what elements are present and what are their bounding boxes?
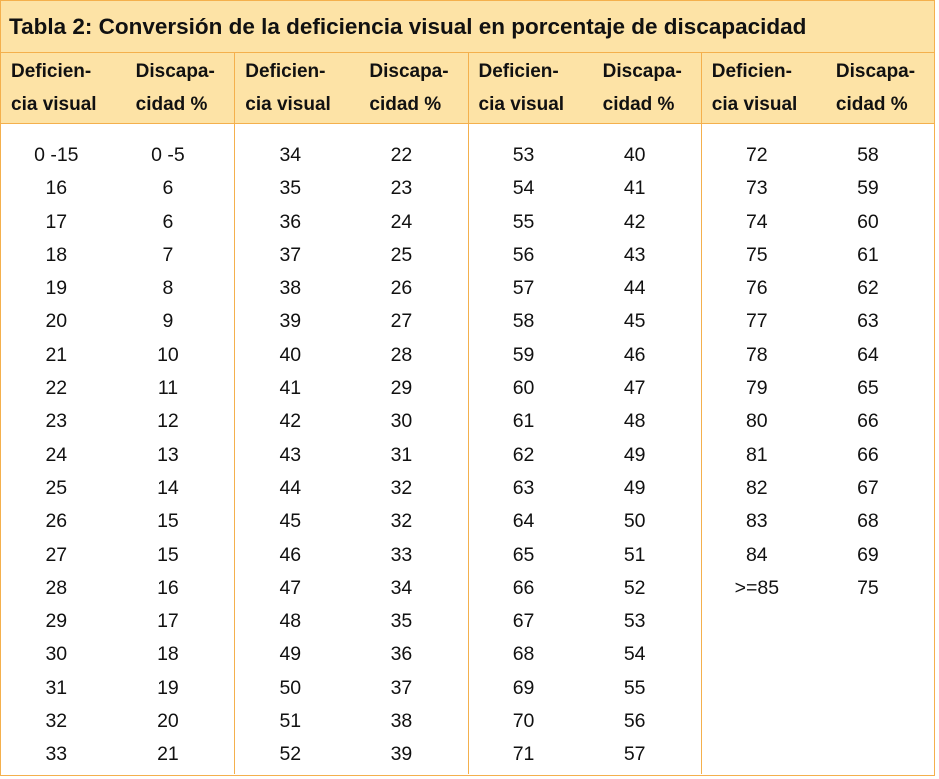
discapacidad-cell: 25 — [390, 243, 413, 266]
header-discapacidad — [818, 53, 934, 123]
deficiencia-cell: 72 — [745, 144, 768, 166]
deficiencia-cell: 16 — [45, 177, 68, 200]
discapacidad-cell: 30 — [390, 410, 413, 433]
deficiencia-cell: 36 — [279, 210, 302, 233]
deficiencia-cell: 17 — [45, 210, 68, 233]
discapacidad-cell: 18 — [157, 643, 179, 666]
discapacidad-cell: 36 — [390, 643, 413, 666]
deficiencia-cell: 27 — [45, 543, 68, 566]
discapacidad-cell: 15 — [157, 510, 179, 533]
deficiencia-cell: 54 — [512, 177, 535, 200]
deficiencia-cell: 79 — [745, 377, 768, 400]
deficiencia-cell: 84 — [745, 543, 768, 566]
deficiencia-cell: 58 — [512, 310, 535, 333]
header-deficiencia-line2: cia visual — [11, 94, 97, 115]
deficiencia-cell: 34 — [279, 144, 302, 166]
deficiencia-cell: 50 — [279, 676, 302, 699]
discapacidad-cell: 24 — [390, 210, 413, 233]
discapacidad-cell: 20 — [157, 710, 179, 733]
discapacidad-cell: 65 — [857, 377, 879, 400]
discapacidad-cell: 67 — [857, 476, 879, 499]
discapacidad-cell: 45 — [623, 310, 646, 333]
header-discapacidad-line1: Discapa- — [602, 61, 682, 82]
deficiencia-cell: 32 — [45, 710, 68, 733]
discapacidad-cell: 62 — [857, 277, 879, 300]
discapacidad-cell: 11 — [157, 377, 179, 400]
header-group — [701, 53, 934, 123]
discapacidad-cell: 55 — [623, 676, 646, 699]
deficiencia-cell: 74 — [745, 210, 768, 233]
discapacidad-cell: 75 — [857, 576, 879, 599]
deficiencia-cell: 61 — [512, 410, 535, 433]
discapacidad-cell: 49 — [623, 476, 646, 499]
discapacidad-cell: 38 — [390, 710, 413, 733]
deficiencia-cell: 44 — [279, 476, 302, 499]
discapacidad-cell: 6 — [162, 210, 174, 233]
header-discapacidad-line2: cidad % — [835, 94, 908, 115]
discapacidad-cell: 13 — [157, 443, 179, 466]
deficiencia-cell: 47 — [279, 576, 302, 599]
deficiencia-cell: 24 — [45, 443, 68, 466]
deficiencia-cell: 29 — [45, 610, 68, 633]
discapacidad-cell: 33 — [390, 543, 413, 566]
deficiencia-cell: 37 — [279, 243, 302, 266]
discapacidad-cell: 64 — [857, 343, 879, 366]
deficiencia-cell: 51 — [279, 710, 302, 733]
header-discapacidad-line2: cidad % — [602, 94, 675, 115]
deficiencia-cell: >=85 — [734, 576, 780, 599]
discapacidad-cell: 12 — [157, 410, 179, 433]
deficiencia-column — [702, 124, 818, 774]
deficiencia-cell: 76 — [745, 277, 768, 300]
deficiencia-cell: 46 — [279, 543, 302, 566]
discapacidad-cell: 39 — [390, 743, 413, 766]
discapacidad-cell: 66 — [857, 410, 879, 433]
deficiencia-cell: 62 — [512, 443, 535, 466]
deficiencia-cell: 81 — [745, 443, 768, 466]
header-discapacidad-line1: Discapa- — [135, 61, 215, 82]
deficiencia-cell: 43 — [279, 443, 302, 466]
discapacidad-cell: 7 — [162, 243, 174, 266]
header-deficiencia-line2: cia visual — [245, 94, 331, 115]
deficiencia-cell: 59 — [512, 343, 535, 366]
discapacidad-cell: 61 — [857, 243, 879, 266]
discapacidad-cell: 6 — [162, 177, 174, 200]
deficiencia-cell: 38 — [279, 277, 302, 300]
deficiencia-cell: 67 — [512, 610, 535, 633]
deficiencia-cell: 52 — [279, 743, 302, 766]
deficiencia-cell: 21 — [45, 343, 68, 366]
deficiencia-cell: 26 — [45, 510, 68, 533]
deficiencia-cell: 55 — [512, 210, 535, 233]
discapacidad-cell: 14 — [157, 476, 179, 499]
table-title: Tabla 2: Conversión de la deficiencia visual en porcentaje de discapacidad — [1, 1, 934, 53]
discapacidad-cell: 40 — [623, 144, 646, 166]
deficiencia-cell: 56 — [512, 243, 535, 266]
header-group — [1, 53, 234, 123]
deficiencia-cell: 40 — [279, 343, 302, 366]
header-deficiencia-line1: Deficien- — [478, 61, 559, 82]
discapacidad-cell: 35 — [390, 610, 413, 633]
deficiencia-cell: 73 — [745, 177, 768, 200]
discapacidad-cell: 8 — [162, 277, 174, 300]
header-deficiencia — [1, 53, 118, 123]
header-deficiencia — [469, 53, 585, 123]
discapacidad-cell: 17 — [157, 610, 179, 633]
discapacidad-cell: 26 — [390, 277, 413, 300]
discapacidad-cell: 16 — [157, 576, 179, 599]
deficiencia-cell: 66 — [512, 576, 535, 599]
discapacidad-cell: 53 — [623, 610, 646, 633]
discapacidad-cell: 63 — [857, 310, 879, 333]
header-row — [1, 53, 934, 124]
discapacidad-cell: 34 — [390, 576, 413, 599]
deficiencia-cell: 65 — [512, 543, 535, 566]
deficiencia-cell: 41 — [279, 377, 302, 400]
deficiencia-cell: 64 — [512, 510, 535, 533]
header-deficiencia-line1: Deficien- — [245, 61, 326, 82]
deficiencia-cell: 63 — [512, 476, 535, 499]
header-deficiencia-line1: Deficien- — [711, 61, 792, 82]
header-group — [468, 53, 701, 123]
discapacidad-cell: 54 — [623, 643, 646, 666]
discapacidad-cell: 32 — [390, 476, 413, 499]
header-deficiencia-line2: cia visual — [711, 94, 798, 115]
deficiencia-cell: 49 — [279, 643, 302, 666]
discapacidad-column — [351, 124, 467, 774]
deficiencia-cell: 18 — [45, 243, 68, 266]
deficiencia-cell: 69 — [512, 676, 535, 699]
header-group — [234, 53, 467, 123]
discapacidad-cell: 0 -5 — [151, 144, 185, 166]
deficiencia-cell: 60 — [512, 377, 535, 400]
deficiencia-cell: 35 — [279, 177, 302, 200]
header-deficiencia-line1: Deficien- — [11, 61, 92, 82]
discapacidad-column — [585, 124, 701, 774]
discapacidad-cell: 23 — [390, 177, 413, 200]
discapacidad-cell: 10 — [157, 343, 179, 366]
discapacidad-cell: 69 — [857, 543, 879, 566]
column-group-2 — [234, 124, 467, 774]
deficiencia-cell: 57 — [512, 277, 535, 300]
header-discapacidad-line2: cidad % — [135, 94, 208, 115]
discapacidad-cell: 31 — [390, 443, 413, 466]
deficiencia-cell: 82 — [745, 476, 768, 499]
deficiencia-cell: 71 — [512, 743, 535, 766]
discapacidad-cell: 42 — [623, 210, 646, 233]
discapacidad-column — [118, 124, 235, 774]
discapacidad-cell: 52 — [623, 576, 646, 599]
discapacidad-cell: 9 — [162, 310, 174, 333]
discapacidad-cell: 27 — [390, 310, 413, 333]
discapacidad-cell: 15 — [157, 543, 179, 566]
header-discapacidad — [351, 53, 467, 123]
discapacidad-cell: 29 — [390, 377, 413, 400]
deficiencia-cell: 19 — [45, 277, 68, 300]
deficiencia-cell: 68 — [512, 643, 535, 666]
discapacidad-cell: 48 — [623, 410, 646, 433]
discapacidad-cell: 59 — [857, 177, 879, 200]
discapacidad-cell: 44 — [623, 277, 646, 300]
discapacidad-cell: 41 — [623, 177, 646, 200]
deficiencia-cell: 80 — [745, 410, 768, 433]
discapacidad-cell: 58 — [857, 144, 879, 166]
discapacidad-cell: 37 — [390, 676, 413, 699]
header-discapacidad-line1: Discapa- — [369, 61, 449, 82]
deficiencia-cell: 25 — [45, 476, 68, 499]
discapacidad-cell: 19 — [157, 676, 179, 699]
deficiencia-cell: 77 — [745, 310, 768, 333]
discapacidad-cell: 68 — [857, 510, 879, 533]
column-group-4 — [701, 124, 934, 774]
discapacidad-cell: 60 — [857, 210, 879, 233]
discapacidad-cell: 46 — [623, 343, 646, 366]
deficiencia-column — [235, 124, 351, 774]
deficiencia-cell: 75 — [745, 243, 768, 266]
header-discapacidad-line2: cidad % — [369, 94, 442, 115]
discapacidad-cell: 47 — [623, 377, 646, 400]
deficiencia-cell: 45 — [279, 510, 302, 533]
deficiencia-cell: 70 — [512, 710, 535, 733]
header-discapacidad — [118, 53, 235, 123]
discapacidad-cell: 56 — [623, 710, 646, 733]
deficiencia-cell: 22 — [45, 377, 68, 400]
discapacidad-cell: 28 — [390, 343, 413, 366]
table-body — [1, 124, 934, 774]
deficiencia-cell: 0 -15 — [34, 144, 79, 166]
deficiencia-cell: 23 — [45, 410, 68, 433]
deficiencia-column — [1, 124, 118, 774]
discapacidad-cell: 43 — [623, 243, 646, 266]
deficiencia-cell: 42 — [279, 410, 302, 433]
header-discapacidad — [585, 53, 701, 123]
deficiencia-cell: 39 — [279, 310, 302, 333]
discapacidad-cell: 50 — [623, 510, 646, 533]
deficiencia-cell: 33 — [45, 743, 68, 766]
discapacidad-cell: 21 — [157, 743, 179, 766]
deficiencia-cell: 20 — [45, 310, 68, 333]
deficiencia-cell: 53 — [512, 144, 535, 166]
header-discapacidad-line1: Discapa- — [835, 61, 916, 82]
deficiencia-column — [469, 124, 585, 774]
discapacidad-cell: 57 — [623, 743, 646, 766]
discapacidad-cell: 66 — [857, 443, 879, 466]
discapacidad-cell: 51 — [623, 543, 646, 566]
header-deficiencia — [702, 53, 818, 123]
header-deficiencia — [235, 53, 351, 123]
discapacidad-column — [818, 124, 934, 774]
discapacidad-cell: 32 — [390, 510, 413, 533]
discapacidad-cell: 49 — [623, 443, 646, 466]
deficiencia-cell: 28 — [45, 576, 68, 599]
column-group-3 — [468, 124, 701, 774]
column-group-1 — [1, 124, 234, 774]
discapacidad-cell: 22 — [390, 144, 413, 166]
header-deficiencia-line2: cia visual — [478, 94, 565, 115]
deficiencia-cell: 30 — [45, 643, 68, 666]
deficiencia-cell: 83 — [745, 510, 768, 533]
deficiencia-cell: 31 — [45, 676, 68, 699]
deficiencia-cell: 48 — [279, 610, 302, 633]
deficiencia-cell: 78 — [745, 343, 768, 366]
